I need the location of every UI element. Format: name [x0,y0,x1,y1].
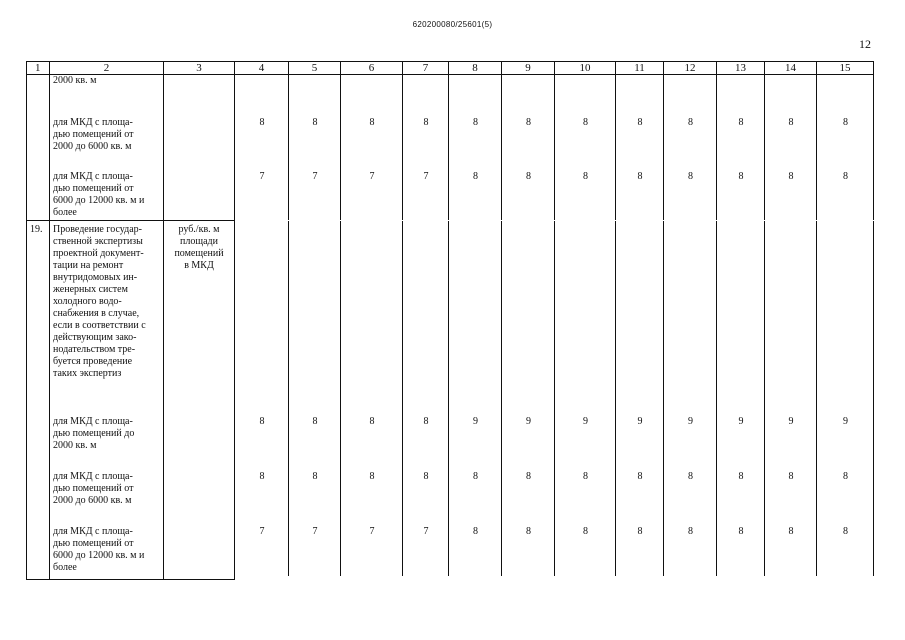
value-cell: 8 [369,117,375,128]
value-cell: 8 [738,171,744,182]
value-column [664,75,717,220]
value-column [235,221,289,576]
value-cell: 8 [738,525,744,537]
values-block [235,75,874,221]
page-number: 12 [859,37,871,51]
value-cell: 9 [788,415,794,427]
document-id: 620200080/25601(5) [412,20,493,29]
value-cell: 8 [788,470,794,482]
value-column [664,221,717,576]
value-column [717,221,765,576]
value-column [341,75,403,220]
value-cell: 8 [688,171,693,182]
row-label: для МКД с площа- дью помещений от 6000 до 12000 кв. м и более [53,171,145,218]
item-unit: руб./кв. м площади помещений в МКД [164,221,235,580]
value-cell: 8 [843,525,848,537]
col-header: 14 [765,62,817,75]
value-cell: 8 [526,525,531,537]
value-cell: 8 [738,117,744,128]
value-cell: 8 [473,171,478,182]
value-cell: 8 [369,415,375,427]
value-cell: 8 [423,470,429,482]
value-cell: 8 [583,525,588,537]
col-header: 9 [502,62,555,75]
col-header: 6 [341,62,403,75]
value-cell: 8 [688,470,693,482]
unit-cell [164,75,235,221]
value-cell: 9 [843,415,848,427]
value-cell: 9 [688,415,693,427]
value-cell: 8 [788,525,794,537]
value-column [765,75,817,220]
values-grid-item19 [235,221,874,576]
value-column [449,75,502,220]
value-cell: 8 [526,117,531,128]
value-cell: 8 [259,117,265,128]
value-cell: 8 [637,171,643,182]
col-header: 5 [289,62,341,75]
col-header: 11 [616,62,664,75]
value-cell: 9 [583,415,588,427]
value-cell: 8 [259,415,265,427]
value-cell: 8 [637,117,643,128]
value-cell: 8 [423,415,429,427]
value-column [235,75,289,220]
value-column [403,75,449,220]
continued-item-row [27,75,874,221]
row-label: для МКД с площа- дью помещений от 2000 до 6000 кв. м [53,471,134,506]
tariff-table [26,61,874,580]
col-header: 8 [449,62,502,75]
value-column [616,75,664,220]
values-block [235,221,874,580]
value-column [817,75,874,220]
value-cell: 8 [688,117,693,128]
value-cell: 8 [738,470,744,482]
value-cell: 8 [583,470,588,482]
col-header: 12 [664,62,717,75]
value-column [717,75,765,220]
values-grid-block1 [235,75,874,220]
value-cell: 8 [583,117,588,128]
header-row [27,62,874,75]
value-cell: 8 [688,525,693,537]
item-19-row [27,221,874,580]
value-cell: 8 [473,117,478,128]
value-column [502,75,555,220]
value-cell: 8 [843,171,848,182]
value-cell: 7 [423,525,429,537]
value-cell: 8 [259,470,265,482]
value-cell: 9 [473,415,478,427]
value-column [341,221,403,576]
value-cell: 8 [312,415,318,427]
row-label: для МКД с площа- дью помещений от 2000 до 6000 кв. м [53,117,134,152]
value-column [765,221,817,576]
col-header: 13 [717,62,765,75]
value-cell: 8 [843,117,848,128]
value-cell: 8 [843,470,848,482]
value-cell: 7 [312,171,318,182]
value-column [502,221,555,576]
value-cell: 8 [473,470,478,482]
value-cell: 8 [312,117,318,128]
value-column [555,221,616,576]
col-header: 4 [235,62,289,75]
value-column [289,221,341,576]
value-column [403,221,449,576]
value-column [616,221,664,576]
item-title: Проведение государ- ственной экспертизы проектной документ- тации на ремонт внутридомовых ин- женерных систем холодного водо- снабжения в случае, если в соответствии с действующим зако- нодательством тре- буется проведение таких экспертиз для МКД с площа- дью помещений до 2000 кв. м для МКД с площа- дью помещений от 2000 до 6000 кв. м для МКД с площа- дью помещений от 6000 до 12000 кв. м и более [50,221,164,580]
value-cell: 8 [473,525,478,537]
col-header: 1 [27,62,50,75]
col-header: 10 [555,62,616,75]
value-cell: 7 [423,171,429,182]
row-label: для МКД с площа- дью помещений до 2000 кв. м [53,416,135,451]
value-cell: 7 [259,171,265,182]
col-header: 7 [403,62,449,75]
value-cell: 8 [583,171,588,182]
value-cell: 9 [738,415,744,427]
value-cell: 9 [526,415,531,427]
value-cell: 8 [369,470,375,482]
col-header: 3 [164,62,235,75]
value-cell: 7 [312,525,318,537]
value-cell: 8 [637,470,643,482]
value-cell: 8 [637,525,643,537]
col-header: 15 [817,62,874,75]
continued-item-text: 2000 кв. м для МКД с площа- дью помещений от 2000 до 6000 кв. м для МКД с площа- дью помещений от 6000 до 12000 кв. м и более [50,75,164,221]
row-label: для МКД с площа- дью помещений от 6000 до 12000 кв. м и более [53,526,145,573]
value-column [449,221,502,576]
value-cell: 8 [312,470,318,482]
value-cell: 7 [369,171,375,182]
value-cell: 7 [259,525,265,537]
value-column [555,75,616,220]
value-cell: 7 [369,525,375,537]
item-number-cell [27,75,50,221]
value-cell: 8 [423,117,429,128]
value-cell: 8 [788,117,794,128]
value-column [817,221,874,576]
item-number: 19. [27,221,50,580]
value-cell: 8 [526,470,531,482]
value-cell: 8 [788,171,794,182]
value-column [289,75,341,220]
value-cell: 9 [637,415,643,427]
value-cell: 8 [526,171,531,182]
col-header: 2 [50,62,164,75]
